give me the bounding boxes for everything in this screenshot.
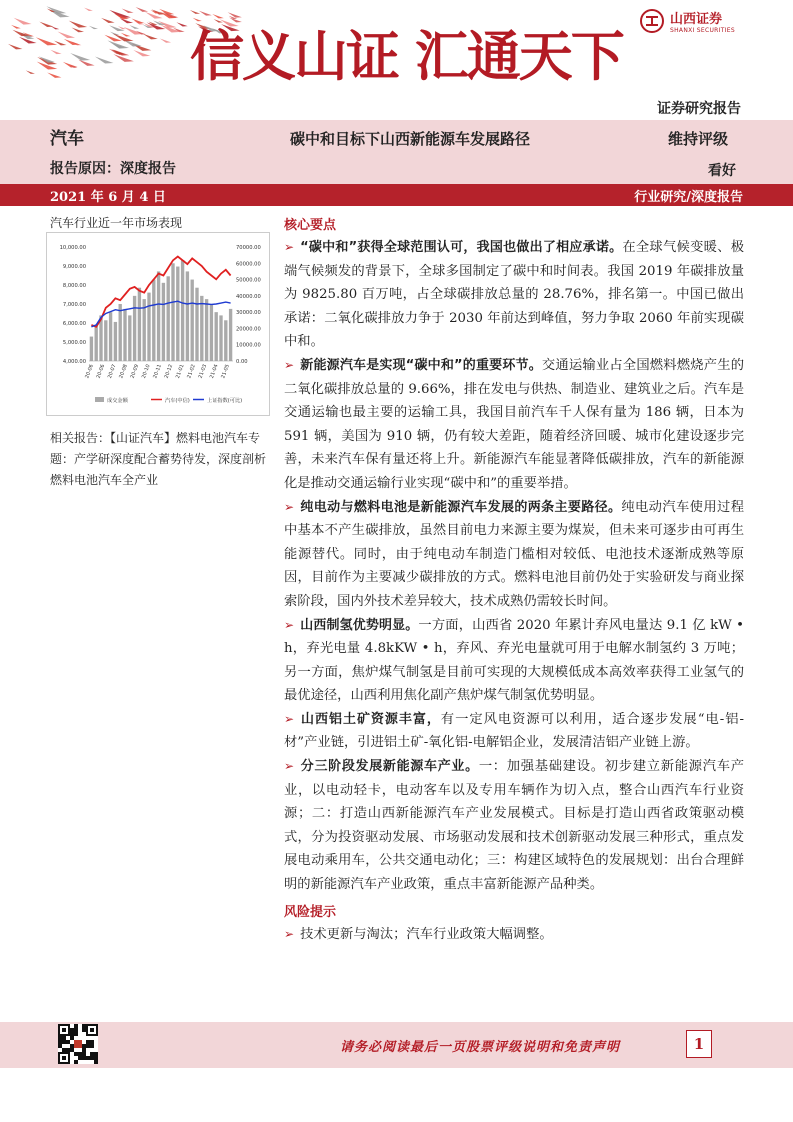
y-right-tick: 30000.00 (236, 310, 261, 317)
footer-disclaimer: 请务必阅读最后一页股票评级说明和免责声明 (340, 1040, 621, 1055)
volume-bar (114, 322, 117, 361)
chart-svg (47, 233, 269, 415)
arrow-shape (70, 53, 90, 61)
report-date: 2021 年 6 月 4 日 (50, 190, 166, 205)
volume-bar (186, 271, 189, 361)
volume-bar (152, 280, 155, 361)
volume-bar (157, 271, 160, 361)
volume-bar (224, 320, 227, 361)
volume-bar (119, 304, 122, 361)
risk-heading: 风险提示 (284, 904, 337, 920)
core-point-body: 有一定风电资源可以利用，适合逐步发展“电-铝-材”产业链，引进铝土矿-氧化铝-电解铝企业，发展清洁铝产业链上游。 (284, 711, 744, 751)
x-tick: 20-10 (140, 363, 152, 380)
page-number: 1 (686, 1030, 712, 1058)
arrow-shape (69, 21, 87, 28)
core-point-body: 交通运输业占全国燃料燃烧产生的二氧化碳排放总量的 9.66%，排在发电与供热、制造业、建筑业之后。汽车是交通运输也最主要的运输工具，我国目前汽车千人保有量为 186 辆，日本为 591 辆，美国为 910 辆，仍有较大差距，随着经济回暖、城市化建设逐步完善，未来汽车保有量还将上升。新能源汽车能显著降低碳排放，汽车的新能源化是推动交通运输行业实现“碳中和”的重要举措。 (284, 357, 745, 491)
arrow-shape (64, 39, 80, 45)
arrow-shape (104, 35, 121, 42)
volume-bar (167, 276, 170, 361)
core-point (284, 708, 744, 755)
core-point-lead: 纯电动与燃料电池是新能源汽车发展的两条主要路径。 (300, 499, 622, 515)
volume-bar (195, 288, 198, 361)
report-category: 行业研究/深度报告 (634, 190, 743, 205)
volume-bar (181, 260, 184, 361)
bullet-icon: ➢ (284, 357, 295, 372)
arrow-shape (12, 30, 29, 36)
y-right-tick: 20000.00 (236, 326, 261, 333)
arrow-shape (151, 10, 160, 14)
volume-bar (123, 309, 126, 361)
bullet-icon: ➢ (284, 711, 295, 726)
core-point-lead: “碳中和”获得全球范围认可，我国也做出了相应承诺。 (300, 240, 623, 255)
volume-bar (95, 325, 98, 361)
report-type: 证券研究报告 (657, 101, 741, 117)
arrow-shape (143, 34, 158, 40)
industry-label: 汽车 (50, 129, 84, 149)
core-point-lead: 山西铝土矿资源丰富， (300, 711, 441, 727)
risk-list (284, 923, 744, 947)
rating-value: 看好 (708, 163, 736, 179)
core-point (284, 614, 744, 708)
x-tick: 21-02 (186, 363, 197, 380)
arrow-shape (50, 50, 61, 54)
arrow-shape (11, 25, 21, 29)
arrow-shape (47, 72, 61, 77)
core-point-lead: 山西制氢优势明显。 (300, 617, 419, 633)
bullet-icon: ➢ (284, 926, 295, 941)
x-tick: 21-04 (208, 363, 220, 380)
volume-bar (205, 299, 208, 361)
slogan: 信义山证 汇通天下 (190, 25, 623, 88)
x-tick: 20-08 (118, 363, 129, 380)
arrow-shape (121, 33, 131, 37)
brand-emblem-icon (640, 9, 664, 33)
risk-item (284, 923, 744, 947)
volume-bar (191, 280, 194, 361)
arrow-shape (101, 18, 114, 23)
arrow-shape (136, 7, 149, 12)
volume-bar (133, 296, 136, 361)
volume-bar (138, 288, 141, 361)
y-left-tick: 4,000.00 (62, 359, 86, 365)
volume-bar (171, 263, 174, 361)
volume-bar (128, 315, 131, 361)
legend-entry: 上证指数(可比) (207, 398, 243, 404)
y-left-tick: 9,000.00 (62, 264, 86, 270)
arrow-shape (122, 8, 134, 13)
core-point-body: 一：加强基础建设。初步建立新能源汽车产业，以电动轻卡，电动客车以及专用车辆作为切入点，整合山西汽车行业资源；二：打造山西新能源汽车产业发展模式。目标是打造山西省政策驱动模式，分为投资驱动发展、市场驱动发展和技术创新驱动发展三种形式，重点发展电动乘用车，公共交通电动化；三：构建区域特色的发展规划：出台合理鲜明的新能源汽车产业政策，重点丰富新能源产品种类。 (284, 759, 744, 893)
core-point (284, 496, 744, 614)
x-tick: 20-09 (129, 363, 141, 380)
legend-entry: 汽车(中信) (165, 398, 190, 404)
core-point (284, 236, 744, 354)
volume-bar (210, 304, 213, 361)
market-chart (46, 232, 270, 416)
y-right-tick: 50000.00 (236, 277, 261, 284)
arrow-shape (176, 22, 187, 26)
arrow-shape (39, 22, 53, 27)
volume-bar (219, 315, 222, 361)
bullet-icon: ➢ (284, 240, 295, 254)
volume-bar (90, 337, 93, 361)
core-points-heading: 核心要点 (284, 218, 337, 233)
arrow-shape (160, 38, 171, 42)
brand-logo (640, 8, 735, 34)
volume-bar (147, 293, 150, 361)
legend-entry: 成交金额 (107, 398, 128, 404)
x-tick: 21-03 (197, 363, 209, 380)
core-point (284, 354, 744, 496)
arrow-shape (84, 8, 93, 11)
arrow-shape (107, 40, 128, 48)
arrow-shape (133, 50, 150, 56)
volume-bar (200, 296, 203, 361)
document-title: 碳中和目标下山西新能源车发展路径 (290, 130, 531, 148)
bullet-icon: ➢ (284, 499, 295, 514)
brand-name-en: SHANXI SECURITIES (670, 27, 735, 34)
volume-bar (215, 312, 218, 361)
qr-code-icon (58, 1024, 98, 1064)
core-points-list (284, 236, 744, 897)
x-tick: 20-06 (84, 363, 95, 380)
volume-bar (229, 309, 232, 361)
arrow-shape (63, 62, 78, 68)
x-tick: 21-01 (174, 363, 186, 380)
x-tick: 20-07 (106, 363, 118, 380)
y-left-tick: 5,000.00 (62, 340, 86, 346)
x-tick: 20-12 (163, 363, 175, 380)
volume-bar (104, 320, 107, 361)
main-content (284, 212, 744, 946)
core-point-body: 纯电动汽车使用过程中基本不产生碳排放，虽然目前电力来源主要为煤炭，但未来可逐步由可再生能源替代。同时，由于纯电动车制造门槛相对较低、电池技术逐渐成熟等原因，目前作为主要减少碳排放的方式。燃料电池目前仍处于实验研发与商业探索阶段，国内外技术差异较大，技术成熟仍需较长时间。 (284, 499, 744, 609)
risk-text: 技术更新与淘汰；汽车行业政策大幅调整。 (300, 926, 553, 942)
chart-title: 汽车行业近一年市场表现 (50, 216, 183, 230)
arrow-shape (111, 49, 125, 54)
y-right-tick: 40000.00 (236, 293, 261, 300)
related-reports: 相关报告：【山证汽车】燃料电池汽车专题：产学研深度配合蓄势待发，深度剖析燃料电池汽车全产业 (50, 431, 267, 487)
core-point (284, 755, 744, 897)
y-right-tick: 60000.00 (236, 261, 261, 268)
rating-label: 维持评级 (668, 130, 729, 148)
arrow-shape (26, 70, 35, 73)
volume-bar (109, 312, 112, 361)
arrow-shape (36, 37, 57, 45)
y-left-tick: 10,000.00 (59, 245, 86, 251)
x-tick: 20-06 (95, 363, 107, 380)
arrow-shape (89, 26, 98, 29)
arrow-shape (78, 60, 94, 66)
y-right-tick: 70000.00 (236, 245, 261, 251)
y-right-tick: 0.00 (236, 359, 248, 365)
arrow-shape (95, 56, 114, 63)
y-left-tick: 6,000.00 (62, 321, 86, 327)
y-left-tick: 8,000.00 (62, 283, 86, 289)
core-point-lead: 新能源汽车是实现“碳中和”的重要环节。 (300, 357, 542, 373)
core-point-lead: 分三阶段发展新能源车产业。 (300, 759, 479, 775)
volume-bar (162, 283, 165, 361)
x-tick: 21-05 (220, 363, 231, 380)
bullet-icon: ➢ (284, 759, 295, 774)
arrow-shape (51, 26, 59, 29)
arrow-shape (131, 19, 144, 24)
bullet-icon: ➢ (284, 617, 295, 632)
y-right-tick: 10000.00 (236, 342, 261, 349)
arrow-shape (57, 31, 75, 38)
arrow-shape (14, 18, 32, 25)
arrow-shape (8, 44, 22, 49)
arrow-shape (72, 27, 84, 32)
core-point-body: 在全球气候变暖、极端气候频发的背景下，全球多国制定了碳中和时间表。我国 2019 年碳排放量为 9825.80 百万吨，占全球碳排放总量的 28.76%，排名第一。中国已做出承诺：二氧化碳排放力争于 2030 年前达到峰值，努力争取 2060 年前实现碳中和。 (284, 240, 744, 350)
volume-bar (176, 267, 179, 361)
y-left-tick: 7,000.00 (62, 302, 86, 308)
arrow-shape (129, 25, 139, 29)
core-point-body: 一方面，山西省 2020 年累计弃风电量达 9.1 亿 kW • h，弃光电量 4.8kKW • h，弃风、弃光电量就可用于电解水制氢约 3 万吨；另一方面，焦炉煤气制氢是目前可实现的大规模低成本高效率获得工业氢气的最优途径，山西利用焦化副产焦炉煤气制氢优势明显。 (284, 617, 744, 704)
report-reason: 报告原因：深度报告 (50, 161, 176, 177)
x-tick: 20-11 (152, 363, 163, 380)
brand-name: 山西证券 (670, 12, 723, 27)
